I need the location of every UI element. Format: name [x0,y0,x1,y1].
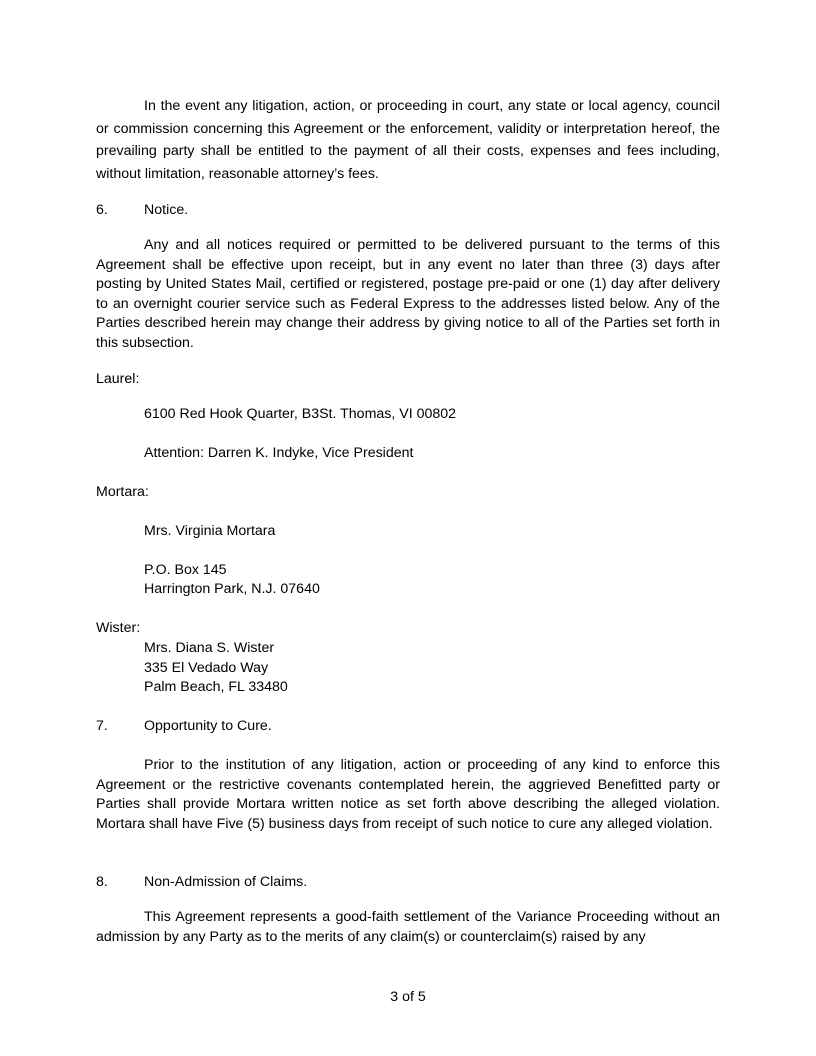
mortara-city: Harrington Park, N.J. 07640 [144,581,320,597]
wister-name: Mrs. Diana S. Wister [144,640,275,656]
wister-city: Palm Beach, FL 33480 [144,679,288,695]
claims-paragraph: This Agreement represents a good-faith settlement of the Variance Proceeding without an admission by any Party as to the merits of any claim(s) or counterclaim(s) raised by any [96,909,720,945]
notice-paragraph: Any and all notices required or permitted to be delivered pursuant to the terms of this Agreement shall be effective upon receipt, but in any event no later than three (3) days after posting by United States Mail, certified or registered, postage pre-paid or one (1) day after delivery to an overnight courier service such as Federal Express to the addresses listed below. Any of the Parties described herein may change their address by giving notice to all of the Parties set forth in this subsection. [96,237,720,351]
section-7-heading [96,717,720,737]
attorney-fees-paragraph: In the event any litigation, action, or proceeding in court, any state or local agency, council or commission concerning this Agreement or the enforcement, validity or interpretation hereof, the prevailing party shall be entitled to the payment of all their costs, expenses and fees including, without limitation, reasonable attorney’s fees. [96,98,720,182]
mortara-label: Mortara: [96,484,149,500]
mortara-po-box: P.O. Box 145 [144,562,227,578]
section-number: 8. [96,874,108,890]
wister-street: 335 El Vedado Way [144,660,269,676]
mortara-name: Mrs. Virginia Mortara [144,523,276,539]
laurel-address: 6100 Red Hook Quarter, B3St. Thomas, VI 00802 [144,406,457,422]
section-number: 6. [96,202,108,218]
section-title: Non-Admission of Claims. [144,874,308,890]
section-8-heading [96,873,720,893]
section-title: Opportunity to Cure. [144,718,272,734]
laurel-label: Laurel: [96,371,140,387]
cure-paragraph: Prior to the institution of any litigation, action or proceeding of any kind to enforce this Agreement or the restrictive covenants contemplated herein, the aggrieved Benefitted party or Parties shall provide Mortara written notice as set forth above describing the alleged violation. Mortara shall have Five (5) business days from receipt of such notice to cure any alleged violation. [96,757,720,832]
section-title: Notice. [144,202,189,218]
wister-label: Wister: [96,620,141,636]
section-number: 7. [96,718,108,734]
laurel-attention: Attention: Darren K. Indyke, Vice President [144,445,414,461]
page-number: 3 of 5 [390,989,426,1005]
section-6-heading [96,201,720,221]
